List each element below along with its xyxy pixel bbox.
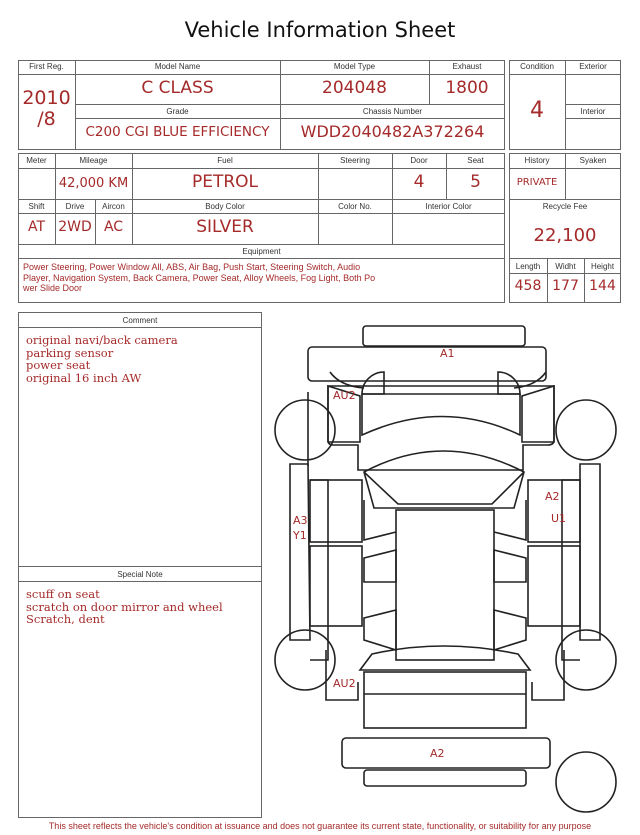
right-rear-window — [494, 610, 526, 650]
recycle-fee-label: Recycle Fee — [542, 202, 588, 211]
front-right-wheel-icon — [556, 400, 616, 460]
left-front-door — [310, 480, 362, 542]
comment-panel — [18, 312, 262, 818]
length-label: Length — [515, 262, 541, 271]
right-mid-window — [494, 550, 526, 582]
drive-value: 2WD — [58, 219, 92, 235]
special-note-line: scratch on door mirror and wheel — [26, 599, 223, 614]
damage-mark-front: A1 — [440, 347, 455, 360]
model-type-label: Model Type — [333, 62, 376, 71]
special-note-label: Special Note — [117, 570, 163, 579]
right-rear-door — [528, 546, 580, 626]
disclaimer-footer: This sheet reflects the vehicle's condition at issuance and does not guarantee its current state, functionality, or suitability for any purpose — [48, 821, 592, 831]
first-reg-month: /8 — [37, 108, 56, 130]
left-rear-window — [364, 610, 396, 650]
interior-label: Interior — [580, 107, 606, 116]
right-front-window — [494, 500, 526, 540]
syaken-label: Syaken — [579, 156, 607, 165]
roof — [396, 510, 494, 660]
comment-text — [26, 334, 258, 384]
damage-mark-rear-left: AU2 — [333, 677, 356, 690]
chassis-number-value: WDD2040482A372264 — [300, 122, 485, 141]
first-reg-label: First Reg. — [29, 62, 64, 71]
special-note-line: Scratch, dent — [26, 612, 105, 626]
equipment-line: Power Steering, Power Window All, ABS, Air Bag, Push Start, Steering Switch, Audio — [23, 262, 361, 272]
special-note-text — [26, 588, 258, 626]
history-label: History — [524, 156, 550, 165]
trunk-lid — [364, 672, 526, 728]
seat-value: 5 — [470, 172, 481, 192]
shift-label: Shift — [28, 202, 45, 211]
seat-label: Seat — [467, 156, 484, 165]
model-type-value: 204048 — [322, 78, 387, 98]
comment-line: power seat — [26, 358, 91, 372]
model-name-label: Model Name — [154, 62, 201, 71]
equipment-line: Player, Navigation System, Back Camera, Power Seat, Alloy Wheels, Fog Light, Both Po — [23, 272, 376, 283]
door-value: 4 — [413, 172, 425, 192]
fuel-label: Fuel — [217, 156, 233, 165]
special-note-line: scuff on seat — [26, 587, 100, 601]
page-title: Vehicle Information Sheet — [184, 18, 456, 42]
length-value: 458 — [514, 278, 542, 294]
fuel-value: PETROL — [191, 172, 259, 192]
exterior-label: Exterior — [579, 62, 607, 71]
condition-label: Condition — [520, 62, 554, 71]
grade-value: C200 CGI BLUE EFFICIENCY — [85, 124, 270, 140]
right-side-sill — [580, 464, 600, 640]
color-no-label: Color No. — [338, 202, 372, 211]
mileage-label: Mileage — [79, 156, 108, 165]
right-headlight — [498, 372, 520, 394]
car-damage-diagram — [268, 320, 628, 820]
windshield-inner — [364, 472, 524, 504]
recycle-fee-value: 22,100 — [533, 225, 597, 246]
damage-mark-front-left: AU2 — [333, 389, 356, 402]
damage-mark-right-2: U1 — [551, 512, 567, 525]
exhaust-value: 1800 — [445, 78, 489, 98]
comment-line: parking sensor — [26, 345, 114, 360]
equipment-list — [23, 262, 501, 294]
left-rear-door — [310, 546, 362, 626]
aircon-label: Aircon — [102, 202, 125, 211]
right-door-frame — [562, 480, 580, 660]
height-value: 144 — [589, 278, 616, 294]
front-left-wheel-icon — [275, 400, 335, 460]
damage-mark-right-1: A2 — [545, 490, 560, 503]
comment-label: Comment — [122, 316, 158, 325]
door-label: Door — [410, 156, 428, 165]
equipment-line: wer Slide Door — [23, 283, 83, 293]
comment-line: original navi/back camera — [26, 333, 178, 347]
width-value: 177 — [552, 278, 579, 294]
steering-label: Steering — [340, 156, 370, 165]
damage-mark-left-2: Y1 — [293, 529, 307, 542]
chassis-number-label: Chassis Number — [362, 107, 423, 116]
aircon-value: AC — [103, 219, 124, 235]
front-bumper-top — [363, 326, 525, 346]
height-label: Height — [590, 262, 615, 271]
interior-color-label: Interior Color — [425, 202, 472, 211]
model-name-value: C CLASS — [141, 78, 214, 98]
damage-mark-rear: A2 — [430, 747, 445, 760]
grade-label: Grade — [166, 107, 189, 116]
shift-value: AT — [27, 219, 46, 235]
rear-bumper — [342, 738, 550, 768]
rear-window — [360, 646, 530, 670]
meter-label: Meter — [26, 156, 47, 165]
left-headlight — [362, 372, 384, 394]
left-front-window — [364, 500, 396, 540]
width-label: Widht — [555, 262, 576, 271]
first-reg-year: 2010 — [22, 87, 71, 109]
front-right-fender — [522, 386, 554, 442]
equipment-label: Equipment — [242, 247, 281, 256]
damage-mark-left-1: A3 — [293, 514, 308, 527]
windshield — [364, 451, 524, 508]
exhaust-label: Exhaust — [452, 62, 482, 71]
mileage-value: 42,000 KM — [58, 176, 129, 191]
comment-line: original 16 inch AW — [26, 370, 142, 385]
rear-bumper-bottom — [364, 770, 526, 786]
spare-wheel-icon — [556, 752, 616, 812]
condition-value: 4 — [530, 98, 544, 123]
history-value: PRIVATE — [516, 177, 558, 188]
left-side-sill — [290, 464, 310, 640]
body-color-label: Body Color — [205, 202, 245, 211]
body-color-value: SILVER — [196, 217, 254, 237]
drive-label: Drive — [65, 202, 85, 211]
left-mid-window — [364, 550, 396, 582]
hood-panel — [362, 394, 520, 435]
